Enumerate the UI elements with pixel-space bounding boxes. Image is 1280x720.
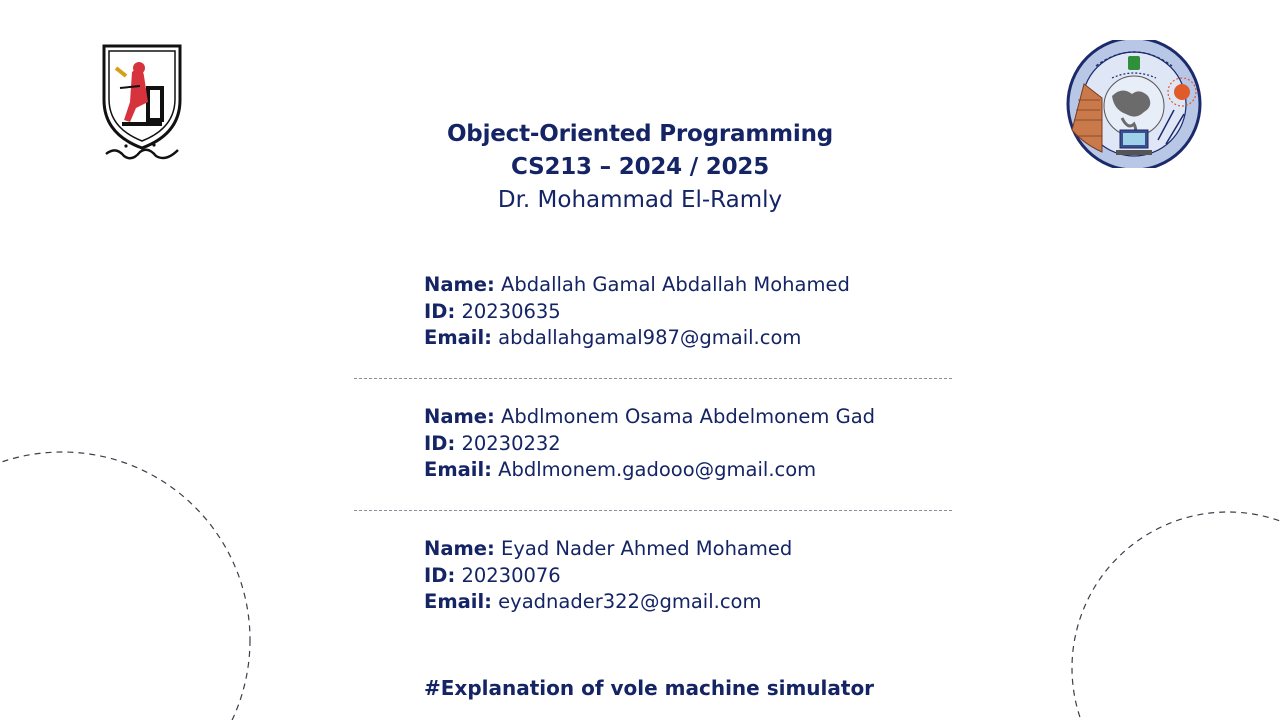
member-id-line — [424, 563, 984, 590]
id-label: ID: — [424, 431, 456, 455]
id-label: ID: — [424, 563, 456, 587]
name-label: Name: — [424, 537, 495, 560]
member-name: Eyad Nader Ahmed Mohamed — [501, 537, 793, 560]
member-email: abdallahgamal987@gmail.com — [498, 326, 802, 349]
member-name-line — [424, 536, 984, 563]
dashed-circle-right — [1072, 512, 1280, 720]
faculty-of-computers-and-ai-logo — [1062, 40, 1206, 168]
member-name: Abdallah Gamal Abdallah Mohamed — [501, 273, 850, 296]
name-label: Name: — [424, 405, 495, 428]
member-email: eyadnader322@gmail.com — [498, 590, 762, 613]
course-title: Object-Oriented Programming — [446, 121, 834, 147]
id-label: ID: — [424, 299, 456, 323]
member-id-line — [424, 431, 984, 458]
instructor-name: Dr. Mohammad El-Ramly — [497, 187, 783, 213]
member-name-line — [424, 404, 984, 431]
name-label: Name: — [424, 273, 495, 296]
dashed-separator — [354, 378, 952, 379]
team-member-3 — [424, 536, 984, 616]
email-label: Email: — [424, 590, 492, 613]
course-term: CS213 – 2024 / 2025 — [510, 154, 770, 180]
member-name-line — [424, 272, 984, 299]
member-email-line — [424, 589, 984, 616]
member-id-line — [424, 299, 984, 326]
member-name: Abdlmonem Osama Abdelmonem Gad — [501, 405, 876, 428]
course-header — [340, 118, 940, 217]
email-label: Email: — [424, 458, 492, 481]
member-id: 20230635 — [461, 299, 561, 323]
member-email-line — [424, 457, 984, 484]
team-member-1 — [424, 272, 984, 352]
dashed-circle-left — [0, 452, 250, 720]
member-id: 20230076 — [461, 563, 561, 587]
member-id: 20230232 — [461, 431, 561, 455]
email-label: Email: — [424, 326, 492, 349]
member-email: Abdlmonem.gadooo@gmail.com — [498, 458, 817, 481]
topic-hashtag: #Explanation of vole machine simulator — [424, 676, 875, 700]
team-member-2 — [424, 404, 984, 484]
cairo-university-logo — [96, 42, 188, 166]
member-email-line — [424, 325, 984, 352]
dashed-separator — [354, 510, 952, 511]
